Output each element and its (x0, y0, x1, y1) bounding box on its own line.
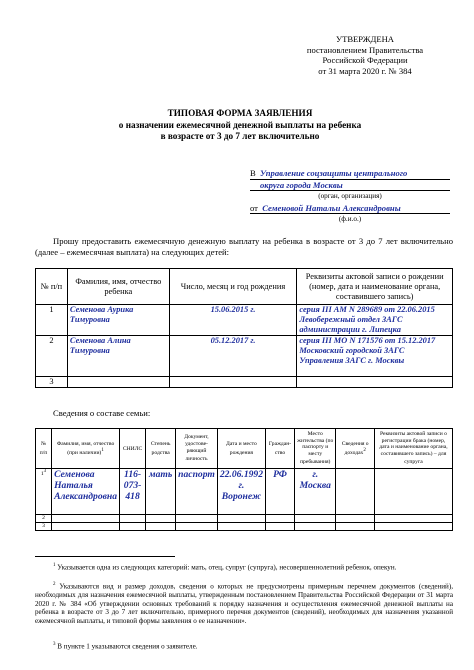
recipient-caption: (орган, организация) (318, 192, 382, 200)
child-birth[interactable]: 05.12.2017 г. (169, 336, 297, 377)
member-birth[interactable] (217, 515, 265, 523)
table-row (36, 377, 453, 388)
member-income[interactable] (336, 523, 374, 531)
member-document[interactable] (176, 515, 218, 523)
children-header-birth: Число, месяц и год рождения (169, 269, 297, 305)
approval-block (290, 34, 440, 76)
family-header-marriage: Реквизиты актовой записи о регистрации брака (номер, дата и наименование органа, составившего запись) – для супруга (374, 429, 452, 469)
family-header-residence: Место жительства (по паспорту и месту пребывания) (295, 429, 336, 469)
approval-line: постановлением Правительства (306, 44, 424, 55)
member-residence[interactable] (295, 515, 336, 523)
row-num: 2 (36, 336, 68, 377)
child-record[interactable] (297, 377, 453, 388)
footnote-3: $^3$ В пункте 1 указываются сведения о заявителе. (53, 642, 198, 651)
footnote-2: $^2$ Указываются вид и размер доходов, сведения о которых не предусмотрены примерным перечнем документов (сведений), необходимых для назначения ежемесячной выплаты, утвержденным постановлением Правительства Российской Федерации от 31 марта 2020 г. № 384 «Об утверждении основных требований к порядку назначения и осуществления ежемесячной денежной выплаты на ребенка в возрасте от 3 до 7 лет включительно, примерного перечня документов (сведений), необходимых для назначения указанной ежемесячной выплаты, и типовой формы заявления о ее назначении». (35, 582, 453, 625)
request-paragraph: Прошу предоставить ежемесячную денежную выплату на ребенка в возрасте от 3 до 7 лет включительно (далее – ежемесячная выплата) на следующих детей: (35, 236, 453, 257)
row-num: 3 (36, 523, 52, 531)
child-name[interactable]: Семенова Аурика Тимуровна (67, 305, 169, 336)
table-row (36, 305, 453, 336)
recipient-value-cont[interactable]: округа города Москвы (260, 179, 343, 190)
member-birth[interactable] (217, 523, 265, 531)
recipient-prefix: В (250, 168, 256, 178)
family-label: Сведения о составе семьи: (53, 408, 151, 418)
member-document[interactable]: паспорт (176, 469, 218, 515)
recipient-block (250, 168, 450, 225)
family-header-snils: СНИЛС (120, 429, 146, 469)
title-line: о назначении ежемесячной денежной выплаты на ребенка (118, 119, 362, 130)
title-line: в возрасте от 3 до 7 лет включительно (160, 131, 320, 141)
member-citizenship[interactable] (266, 515, 295, 523)
row-num: 3 (36, 377, 68, 388)
member-income[interactable] (336, 515, 374, 523)
children-table (35, 268, 453, 388)
child-name[interactable] (67, 377, 169, 388)
member-income[interactable] (336, 469, 374, 515)
children-header-num: № п/п (36, 269, 68, 305)
member-marriage[interactable] (374, 469, 452, 515)
table-row (36, 523, 453, 531)
table-row (36, 469, 453, 515)
member-residence[interactable]: г. Москва (295, 469, 336, 515)
row-num: $1^3$ (36, 469, 52, 515)
family-header-num: № п/п (36, 429, 52, 469)
child-record[interactable]: серия III МО N 171576 от 15.12.2017 Московский городской ЗАГС Управления ЗАГС г. Москвы (297, 336, 453, 377)
children-header-name: Фамилия, имя, отчество ребенка (67, 269, 169, 305)
member-snils[interactable] (120, 523, 146, 531)
member-name[interactable] (52, 523, 120, 531)
member-snils[interactable]: 116-073-418 (120, 469, 146, 515)
children-header-record: Реквизиты актовой записи о рождении (номер, дата и наименование органа, составившего запись) (297, 269, 453, 305)
approval-line: УТВЕРЖДЕНА (335, 34, 395, 44)
form-title (60, 108, 420, 143)
member-name[interactable] (52, 515, 120, 523)
member-document[interactable] (176, 523, 218, 531)
row-num: 2 (36, 515, 52, 523)
member-birth[interactable]: 22.06.1992 г. Воронеж (217, 469, 265, 515)
child-name[interactable]: Семенова Алина Тимуровна (67, 336, 169, 377)
sender-caption: (ф.и.о.) (338, 215, 362, 223)
family-header-citizenship: Граждан-ство (266, 429, 295, 469)
row-num: 1 (36, 305, 68, 336)
child-birth[interactable] (169, 377, 297, 388)
family-header-income: Сведения о доходах$^2$ (336, 429, 374, 469)
footnote-1: $^1$ Указывается одна из следующих категорий: мать, отец, супруг (супруга), несовершеннолетний ребенок, опекун. (53, 563, 397, 572)
approval-line: Российской Федерации (322, 55, 408, 65)
title-line: ТИПОВАЯ ФОРМА ЗАЯВЛЕНИЯ (167, 108, 313, 118)
table-row (36, 515, 453, 523)
member-marriage[interactable] (374, 523, 452, 531)
sender-value[interactable]: Семеновой Натальи Александровны (262, 202, 401, 213)
table-row (36, 336, 453, 377)
member-citizenship[interactable] (266, 523, 295, 531)
family-header-document: Документ, удостове-ряющий личность (176, 429, 218, 469)
sender-prefix: от (250, 202, 258, 213)
family-header-name: Фамилия, имя, отчество (при наличии)$^1$ (52, 429, 120, 469)
recipient-value[interactable]: Управление соцзащиты центрального (260, 168, 408, 178)
footnote-divider (35, 556, 175, 557)
member-relation[interactable] (146, 515, 176, 523)
member-snils[interactable] (120, 515, 146, 523)
member-relation[interactable] (146, 523, 176, 531)
family-header-birth: Дата и место рождения (217, 429, 265, 469)
approval-line: от 31 марта 2020 г. № 384 (318, 65, 412, 76)
member-marriage[interactable] (374, 515, 452, 523)
family-table (35, 428, 453, 531)
member-relation[interactable]: мать (146, 469, 176, 515)
member-name[interactable]: Семенова Наталья Александровна (52, 469, 120, 515)
member-citizenship[interactable]: РФ (266, 469, 295, 515)
child-record[interactable]: серия III АМ N 289689 от 22.06.2015 Левобережный отдел ЗАГС администрации г. Липецка (297, 305, 453, 336)
member-residence[interactable] (295, 523, 336, 531)
family-header-relation: Степень родства (146, 429, 176, 469)
child-birth[interactable]: 15.06.2015 г. (169, 305, 297, 336)
